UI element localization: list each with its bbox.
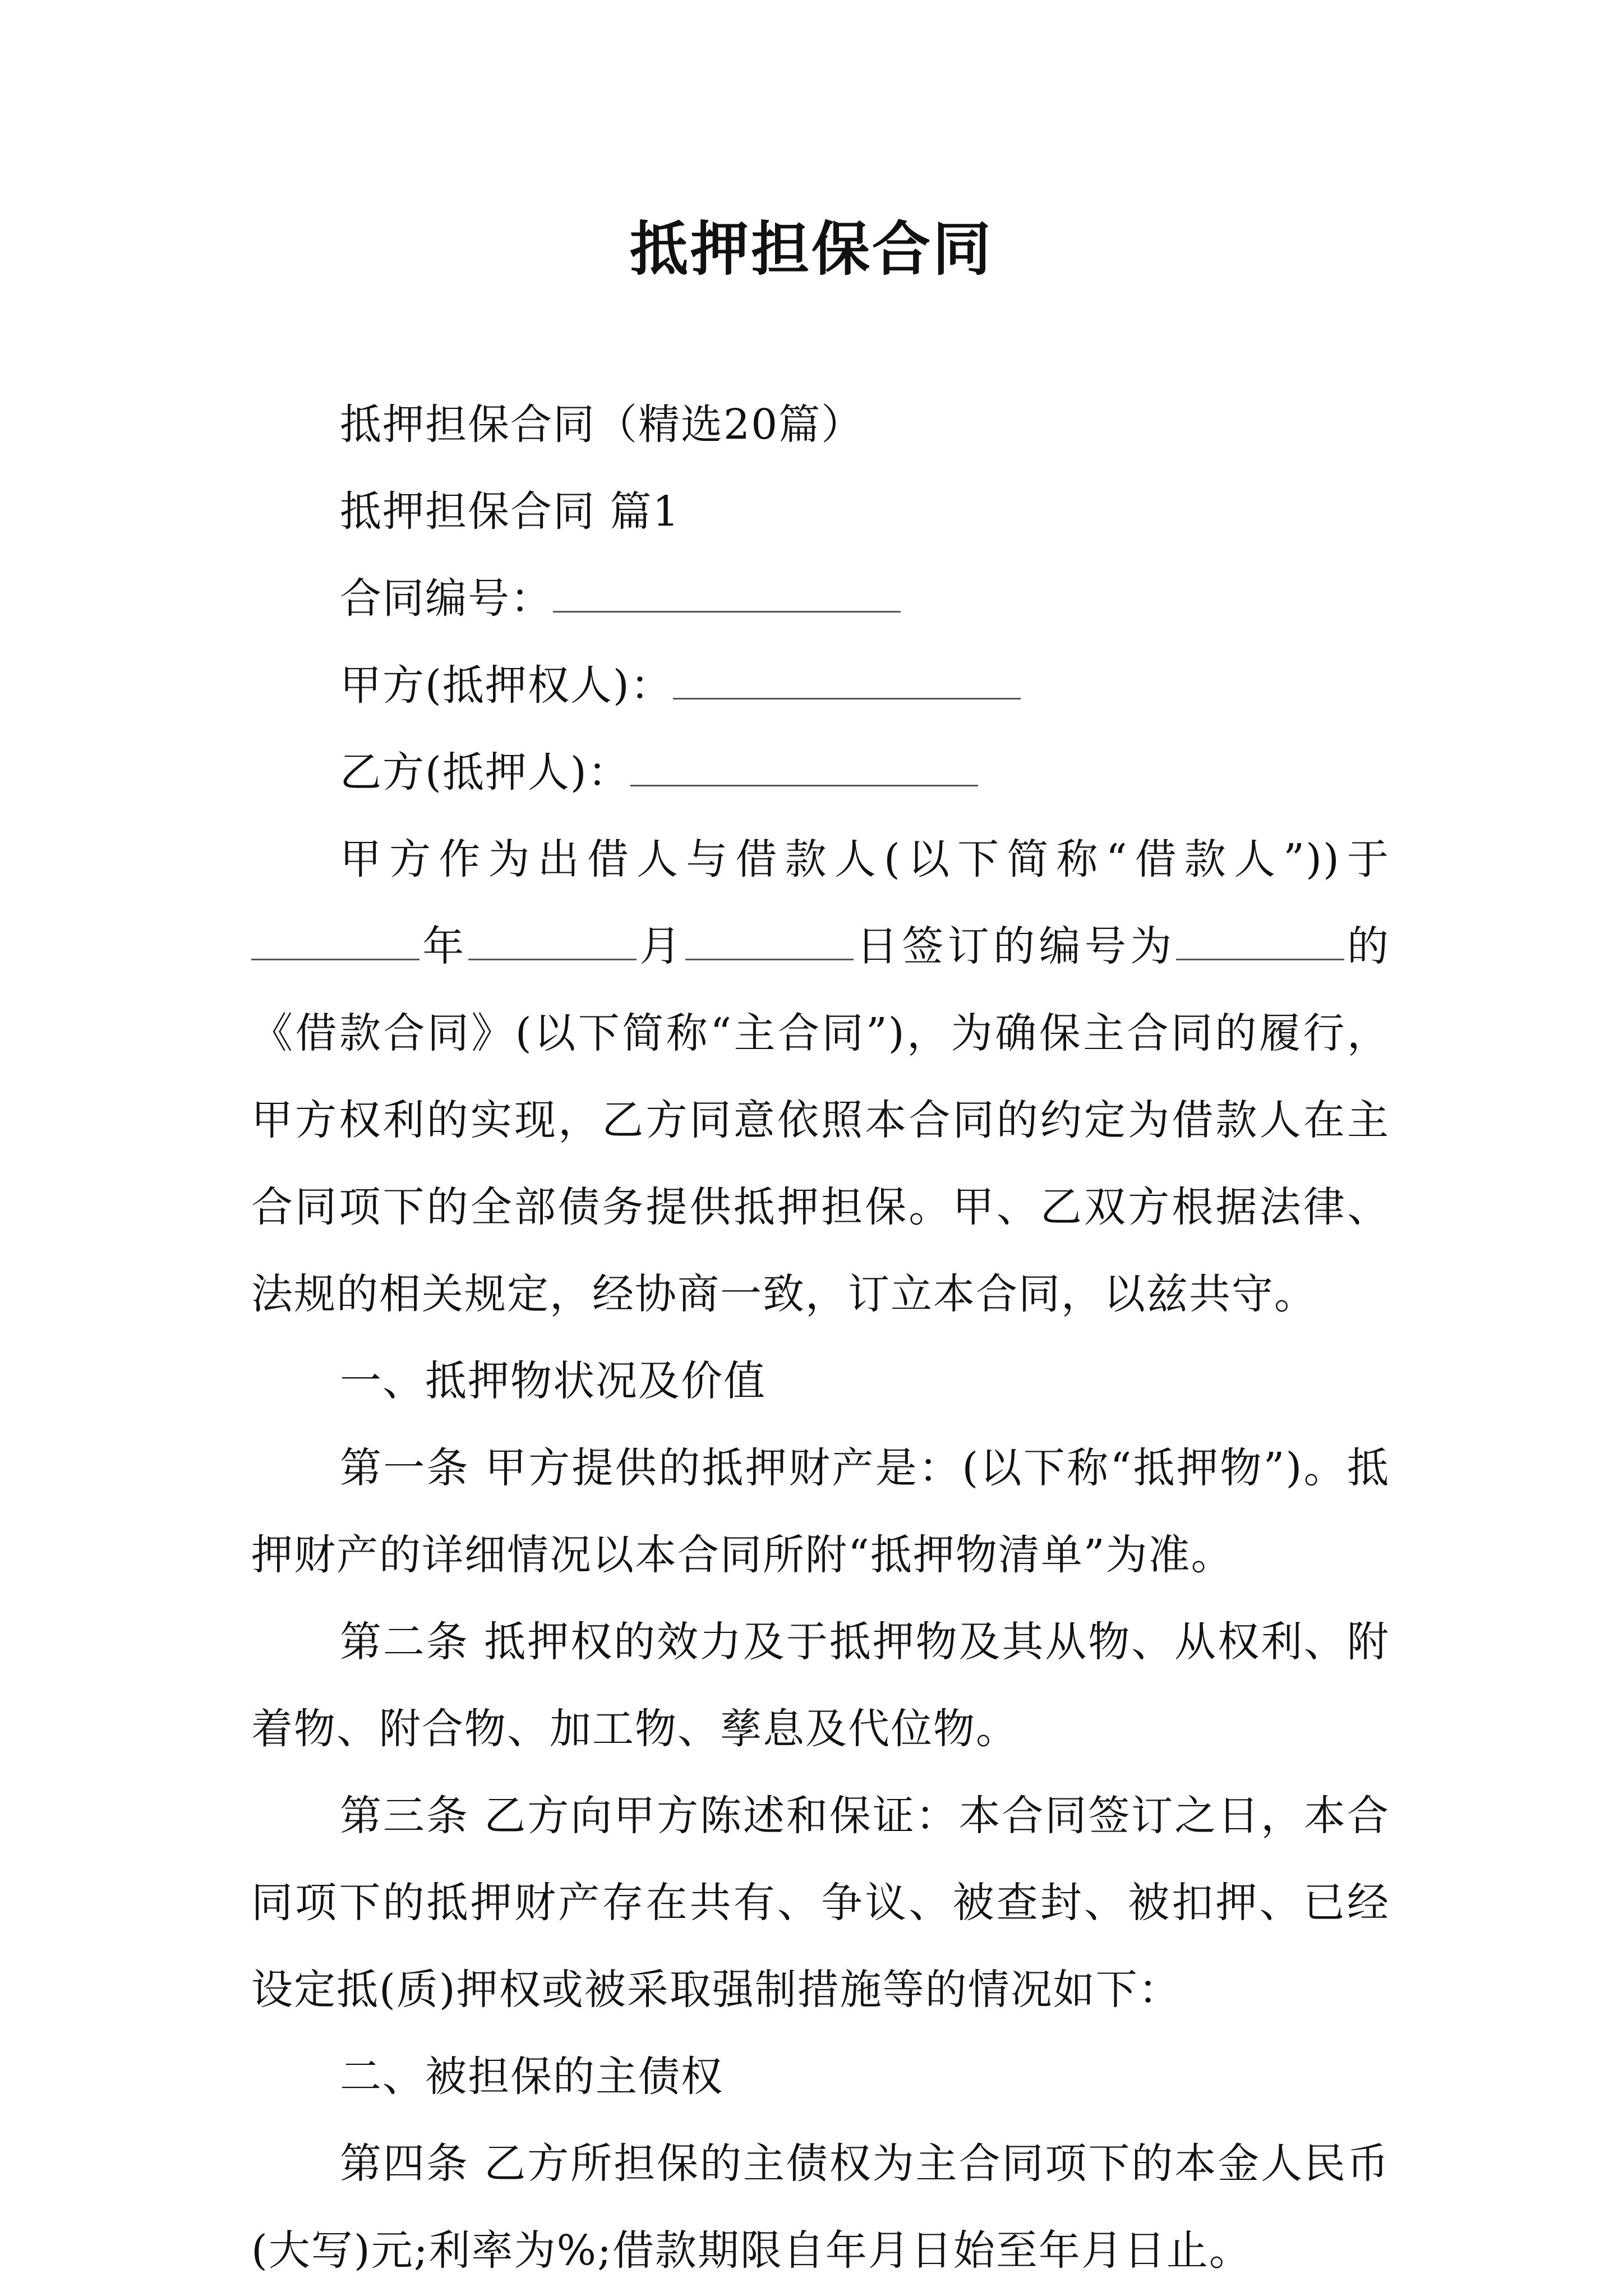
party-a-blank [673, 664, 1021, 700]
party-a-label: 甲方(抵押权人)： [340, 661, 673, 710]
article-2: 第二条 抵押权的效力及于抵押物及其从物、从权利、附着物、附合物、加工物、孳息及代位物。 [251, 1618, 1390, 1753]
article-4: 第四条 乙方所担保的主债权为主合同项下的本金人民币(大写)元;利率为%;借款期限自年月日始至年月日止。 [251, 2139, 1390, 2275]
party-b-line [251, 729, 1390, 816]
year-label: 年 [419, 922, 468, 970]
contract-number-label: 合同编号： [340, 574, 553, 623]
intro-text-1: 甲方作为出借人与借款人(以下简称“借款人”))于 [340, 835, 1390, 884]
contract-number-line [251, 555, 1390, 642]
party-a-line [251, 642, 1390, 729]
party-b-label: 乙方(抵押人)： [340, 748, 630, 797]
document-title: 抵押担保合同 [629, 215, 993, 283]
article-1: 第一条 甲方提供的抵押财产是：(以下称“抵押物”)。抵押财产的详细情况以本合同所附“抵押物清单”为准。 [251, 1444, 1390, 1579]
day-text: 日签订的编号为 [853, 922, 1176, 970]
chapter-heading: 抵押担保合同 篇1 [340, 487, 680, 536]
month-label: 月 [636, 922, 685, 970]
intro-text-2: 的《借款合同》(以下简称“主合同”)，为确保主合同的履行，甲方权利的实现，乙方同意依照本合同的约定为借款人在主合同项下的全部债务提供抵押担保。甲、乙双方根据法律、法规的相关规定，经协商一致，订立本合同，以兹共守。 [251, 922, 1390, 1318]
number-blank [1176, 925, 1344, 960]
contract-number-blank [553, 577, 901, 613]
section-heading-2: 二、被担保的主债权 [340, 2053, 723, 2101]
intro-paragraph [251, 816, 1390, 1338]
day-blank [685, 925, 854, 960]
subtitle-line: 抵押担保合同（精选20篇） [340, 401, 864, 449]
party-b-blank [630, 751, 978, 786]
article-3: 第三条 乙方向甲方陈述和保证：本合同签订之日，本合同项下的抵押财产存在共有、争议、被查封、被扣押、已经设定抵(质)押权或被采取强制措施等的情况如下： [251, 1792, 1390, 2014]
document-body [251, 381, 1390, 2294]
month-blank [468, 925, 637, 960]
section-heading-1: 一、抵押物状况及价值 [340, 1357, 766, 1405]
year-blank [251, 925, 419, 960]
